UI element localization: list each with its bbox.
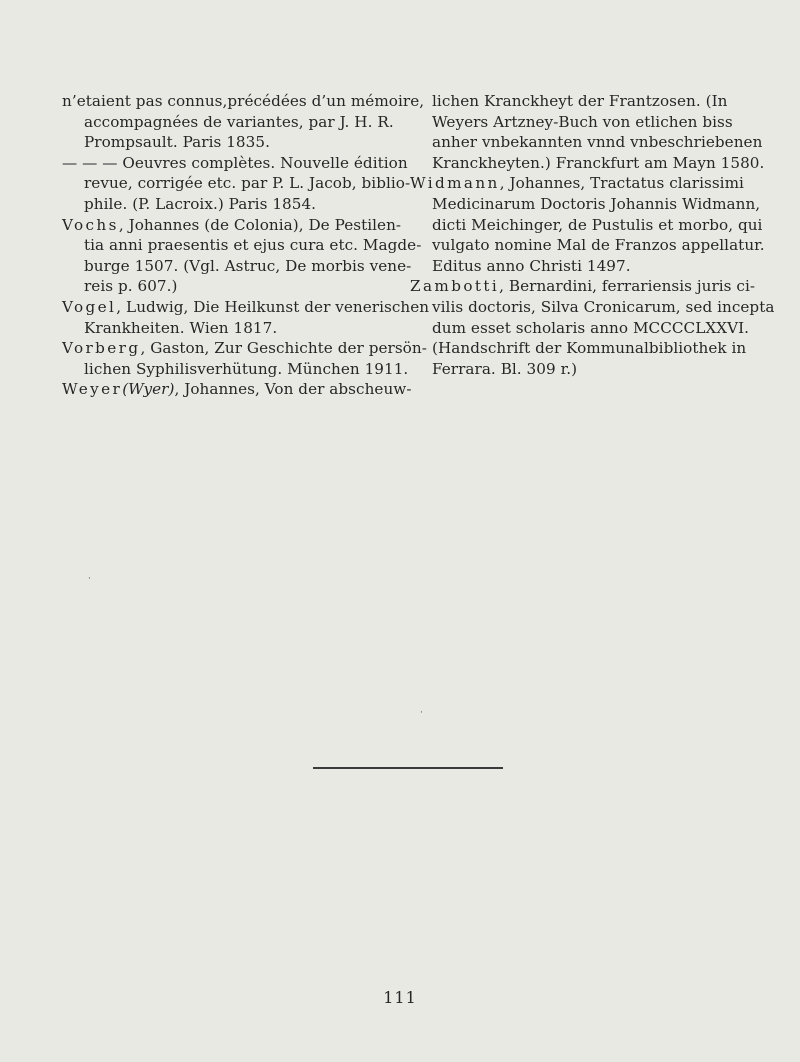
- entry-author: Widmann: [410, 174, 500, 193]
- entry-first-rest: , Ludwig, Die Heilkunst der venerischen: [116, 297, 430, 316]
- text-line: Editus anno Christi 1497.: [432, 256, 631, 275]
- speck-mark: ·: [420, 708, 423, 718]
- entry-author: Vorberg: [62, 339, 141, 358]
- text-line: Krankheiten. Wien 1817.: [84, 318, 278, 337]
- entry-first-rest: , Bernardini, ferrariensis juris ci-: [499, 277, 756, 296]
- entry-zambotti: [410, 276, 775, 379]
- text-line: phile. (P. Lacroix.) Paris 1854.: [84, 194, 317, 213]
- entry-first-line: [410, 276, 756, 297]
- entry-oeuvres-completes: [62, 153, 411, 215]
- entry-vorberg: [62, 338, 427, 379]
- entry-widmann: [410, 173, 765, 276]
- text-line: dicti Meichinger, de Pustulis et morbo, qui: [432, 215, 763, 234]
- entry-first-line: [62, 338, 427, 359]
- text-line: anher vnbekannten vnnd vnbeschriebenen: [432, 133, 763, 152]
- text-line: Weyers Artzney-Buch von etlichen biss: [432, 112, 733, 131]
- text-line: accompagnées de variantes, par J. H. R.: [84, 112, 394, 131]
- text-line: vilis doctoris, Silva Cronicarum, sed incepta: [432, 297, 775, 316]
- entry-author-variant: (Wyer): [122, 380, 175, 399]
- text-line: vulgato nomine Mal de Franzos appellatur.: [432, 236, 765, 255]
- text-line: tia anni praesentis et ejus cura etc. Magde-: [84, 236, 422, 255]
- entry-first-rest: , Gaston, Zur Geschichte der persön-: [140, 339, 427, 358]
- entry-first-line: [62, 297, 430, 318]
- entry-vogel: [62, 297, 430, 338]
- entry-first-line: [62, 215, 402, 236]
- right-column: [410, 91, 775, 379]
- entry-first-rest: , Johannes, Von der abscheuw-: [174, 380, 412, 399]
- text-line: dum esset scholaris anno MCCCCLXXVI.: [432, 318, 750, 337]
- entry-weyer: [62, 379, 412, 400]
- page-number: 111: [383, 988, 417, 1007]
- speck-mark: ·: [88, 574, 91, 584]
- entry-first-rest: , Johannes, Tractatus clarissimi: [499, 174, 744, 193]
- text-line: Ferrara. Bl. 309 r.): [432, 359, 578, 378]
- end-rule: [313, 767, 503, 769]
- text-line: burge 1507. (Vgl. Astruc, De morbis vene-: [84, 256, 412, 275]
- text-line: (Handschrift der Kommunalbibliothek in: [432, 339, 747, 358]
- text-line: — — — Oeuvres complètes. Nouvelle édition: [62, 153, 408, 172]
- text-line: n’etaient pas connus,précédées d’un mémoire,: [62, 92, 425, 110]
- left-column: [62, 91, 430, 400]
- text-line: lichen Syphilisverhütung. München 1911.: [84, 359, 409, 378]
- entry-prompsault-continued: [62, 91, 425, 153]
- entry-weyer-continued: [410, 91, 765, 173]
- text-line: Medicinarum Doctoris Johannis Widmann,: [432, 194, 761, 213]
- text-line: Kranckheyten.) Franckfurt am Mayn 1580.: [432, 153, 765, 172]
- text-line: reis p. 607.): [84, 277, 178, 296]
- entry-author: Vogel: [62, 297, 117, 316]
- entry-author: Vochs: [62, 215, 119, 234]
- text-line: revue, corrigée etc. par P. L. Jacob, biblio-: [84, 174, 411, 193]
- entry-first-line: [62, 379, 412, 400]
- entry-vochs: [62, 215, 422, 297]
- text-line: Prompsault. Paris 1835.: [84, 133, 270, 152]
- entry-first-line: [410, 173, 744, 194]
- text-line: lichen Kranckheyt der Frantzosen. (In: [432, 92, 728, 110]
- entry-author: Zambotti: [410, 277, 500, 296]
- entry-first-rest: , Johannes (de Colonia), De Pestilen-: [118, 215, 402, 234]
- entry-author: Weyer: [62, 380, 123, 399]
